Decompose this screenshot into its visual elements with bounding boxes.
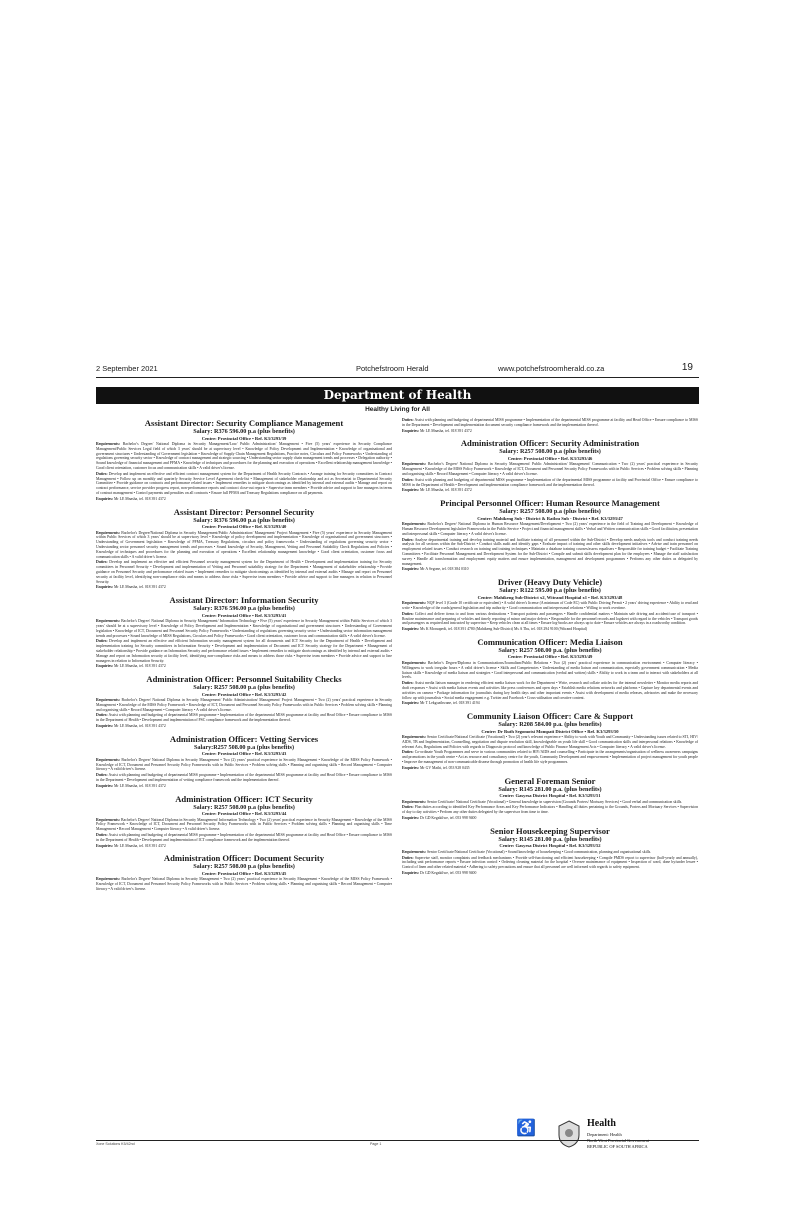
job-advert [96, 794, 392, 849]
department-banner: Department of Health [96, 387, 699, 404]
job-requirements: Requirements: Bachelor's Degree/ National Diploma in Security Management • Two (2) years' practical experience in Security Management • Knowledge of the MISS Policy Framework • Knowledge of ICT, Document and Personnel Security Policy Frameworks with in Public Services • Problem solving skills • Planning and organising skills • Record Management • Computer literacy • A valid driver's license. [96, 877, 392, 892]
job-duties: Duties: Collect and deliver items to and from various destinations • Transport patients and passengers • Handle confidential matters • Maintain safe driving and accident/case of transport • Routine maintenance and preparing of vehicles and timely reporting of minor and major defects • Responsible for the personnel records and logsheet with regard to the vehicles • Transport goods and passengers as required and instructed by supervisor • Keep vehicles clean at all times • Ensure log-books are always up to date • Ensure vehicles are always in a roadworthy condition. [402, 611, 698, 626]
job-centre: Centre: Provincial Office • Ref. K3/3293/42 [201, 691, 287, 697]
continued-ad [402, 418, 698, 433]
job-requirements: Requirements: Bachelor's Degree/ National Diploma in Human Resource Management/Development • Two (2) years' experience in the field of Training and Development • Knowledge of Human Resource Development legislative Frameworks in the Public Service • Project and financial management skills • Verbal and Written communication skills • Good facilitation, presentation and interpersonal skills • Computer literacy • A valid driver's license. [402, 522, 699, 536]
job-centre: Centre: Provincial Office • Ref. K3/3293/41 [201, 612, 287, 618]
job-duties: Duties: Assist with planning and budgeting of departmental MISS programme • Implementation of the departmental MISS programme at facility and Head Office • Ensure compliance to MISS in the Department of Health • Development and implementation of PSC compliance framework and the implementation thereof. [96, 713, 392, 723]
job-title: Assistant Director: Personnel Security [173, 506, 315, 517]
job-title: Administration Officer: Security Administration [460, 438, 640, 449]
job-requirements: Requirements: Bachelor's Degree/ National Diploma in Security Management/ Public Administration/ Management/ Communication • Two (2) years' practical experience in Security Management • Knowledge of the MISS Policy Framework • Knowledge of ICT, Document and Personnel Security Policy Frameworks with in Public Services • Problem solving skills • Planning and organising skills • Record Management • Computer literacy • A valid driver's license. [402, 462, 698, 476]
job-centre: Centre: Provincial Office • Ref. K3/3293/40 [201, 524, 287, 530]
job-centre: Centre: Provincial Office • Ref. K3/3293/45 [201, 870, 287, 876]
job-title: Assistant Director: Information Security [169, 595, 319, 606]
job-advert [402, 711, 698, 771]
job-centre: Centre: Dr Ruth Segomotsi Mompati District Office • Ref. K3/3293/50 [481, 728, 619, 734]
job-duties: Duties: Assist with planning and budgeting of departmental MISS programme • Implementation of the departmental MISS programme at facility and Provincial Office • Ensure compliance to MISS in the Department of Health • Development and implementation compliance framework and the implementation thereof. [402, 477, 698, 487]
job-requirements: Requirements: Bachelor's Degree/ National Diploma in Security Management/ Public Administration/ Management/ Project Management • Two (2) years' practical experience in Security Management • Knowledge of the MISS Policy Framework • Knowledge of ICT, Document and Personnel Security Policy Frameworks with in Public Services • Problem solving skills • Planning and organising skills • Record Management • Computer literacy • A valid driver's license. [96, 698, 392, 712]
job-salary: Salary: R145 281.00 p.a. (plus benefits) [498, 785, 602, 793]
job-enquiries: Enquiries: Mr T Lekgoathwane, tel. 018 391 4194 [402, 701, 480, 706]
job-advert [96, 507, 392, 591]
job-centre: Centre: Provincial Office • Ref. K3/3293/39 [201, 435, 287, 441]
job-requirements: Requirements: Senior Certificate/National Certificate (Vocational) • Two (2) year's relevant experience • Ability to work with Youth and Community • Understanding issues related to STI, HIV/ AIDS, TB and Implementation, Counselling, negotiation and dispute resolution skill, knowledgeable on youth life skill • Good communication skills and interpersonal relations • Knowledge of relevant Acts, Regulations and Policies with regards to Diagnostic protocol and knowledge of Public Finance Management Acts • Computer literacy • A valid driver's license. [402, 735, 699, 749]
job-requirements: Requirements: Bachelor's Degree/Diploma in Communications/Journalism/Public Relations • Two (2) years' practical experience in communication environment • Computer literacy • Willingness to work irregular hours • A valid driver's license • Skills and Competencies • Understanding of media liaison and communication, especially government communication • Media liaison skills • Knowledge of media liaison and strategies • Good interpersonal and communication (verbal and written) skills • Ability to work in a team and to interact with stakeholders at all levels. [402, 660, 698, 680]
job-title: Principal Personnel Officer: Human Resource Management [440, 498, 660, 509]
footer-rule [96, 1140, 699, 1141]
page-number: 19 [681, 362, 693, 373]
job-advert [96, 674, 392, 729]
job-advert [402, 776, 698, 821]
job-salary: Salary: R376 596.00 p.a (plus benefits) [193, 605, 295, 613]
coat-of-arms-icon [555, 1119, 583, 1149]
job-advert [96, 734, 392, 789]
job-duties: Duties: Develop and implement an effective and efficient contract management system for the Department of Health Security Contracts • Arrange training for Security committees in Contract Management • Follow up on monthly and quarterly Security Service Level Agreement check-list • Management of stakeholder relationship and act as Secretariat to Departmental Security Committee • Provide guidance on contracts and performance related issues • Implement remedies to mitigate shortcomings as identified by internal and external audits • Manage and report on contract performance, service provider progress report, non-performance reports and contract close-out reports • Supervise team members • Provide advice and support to line managers in terms of contract management • Control payments and penalties on all contracts • Ensure full PFMA and Treasury Regulations compliance on all payments. [96, 471, 392, 495]
job-centre: Centre: Mahikeng Sub - District & Ratlou Sub - District • Ref. K3/3293/47 [477, 515, 623, 521]
job-centre: Centre: Provincial Office • Ref. K3/3293/43 [201, 751, 287, 757]
job-advert [96, 853, 392, 891]
job-salary: Salary: R257 508.00 p.a (plus benefits) [193, 684, 295, 692]
footer-left: Xone Solutions K5/42nd [96, 1142, 135, 1146]
continued-enquiries: Enquiries: Mr LE Mnasha, tel. 018 391 4372 [402, 428, 472, 433]
logo-line-3: REPUBLIC OF SOUTH AFRICA [587, 1144, 648, 1149]
job-advert [96, 595, 392, 669]
job-title: Senior Housekeeping Supervisor [490, 825, 610, 836]
job-enquiries: Enquiries: Mr LE Mnasha, tel. 018 391 4372 [96, 783, 166, 788]
job-requirements: Requirements: Bachelor's Degree/ National Diploma in Security Management/ Information Technology • Two (2) years' practical experience in Security Management • Knowledge of the MISS Policy Framework • Knowledge of ICT, Document and Personnel Security Policy Frameworks with in Public Services • Problem solving skills • Planning and organising skills • Time Management • Record Management • Computer literacy • A valid driver's license. [96, 817, 392, 832]
job-enquiries: Enquiries: Mr LE Mnasha, tel. 018 391 4372 [96, 724, 166, 729]
job-requirements: Requirements: Bachelor's Degree/ National Diploma in Security Management/ Information Technology • Five (5) years' experience in Security Management within Public Services of which 3 years' should be at a supervisory level • Knowledge of Policy Development and Implementation • Knowledge of organisational and government structures • Understanding of Government legislation • Knowledge of ICT, Document and Personnel Security Policy Frameworks • Understanding of regulations governing security sector • Understanding sector information management trends and processes • Sound knowledge of MISS Regulations, Circulars and Policy Frameworks • Good client orientation, customer focus and communication skills • A valid driver's license. [96, 619, 392, 638]
job-centre: Centre: Provincial Office • Ref. K3/3293/49 [507, 654, 593, 660]
job-duties: Duties: Co-ordinate Youth Programmes and serve in various communities related to HIV/AIDS and counselling • Participate in the arrangements/organisation of wellness awareness campaigns and promotions in the youth centre • Act as resource and consultancy centre for the youth, Community Development and empowerment • Implementation of project management for youth people • Improve the management of non-communicable disease through promotion of health life style programmes. [402, 750, 699, 765]
footer-center: Page 1 [370, 1142, 382, 1146]
job-centre: Centre: Mahikeng Sub-District x2, Witrand Hospital x1 • Ref. K3/3293/48 [477, 594, 623, 600]
job-duties: Duties: Plan duties according to identified Key Performance Areas and Key Performance Indicators • Handling all duties pertaining to the Grounds, Porters and Mortuary Services • Supervision of day to day activities • Perform any other duties delegated by the supervisor from time to time. [402, 805, 698, 815]
job-advert [402, 577, 698, 632]
job-duties: Duties: Assist with planning and budgeting of departmental MISS programme • Implementation of the departmental MISS programme at facility and Head Office • Ensure compliance to MISS in the Department • Development and implementation of vetting compliance framework and the implementation thereof. [96, 773, 392, 783]
job-centre: Centre: Gasyesa District Hospital • Ref. K3/3293/52 [499, 843, 601, 849]
job-centre: Centre: Provincial Office • Ref. K3/3293/46 [507, 455, 593, 461]
job-duties: Duties: Analyse departmental training and develop training material and facilitate training of all personnel within the Sub-District • Develop needs analysis tools and conduct training needs analysis for all sections within the Sub-District • Conduct skills audit and identify gaps • Evaluate impact of training and other skills development initiatives • Advise and train personnel on employment related issues • Conduct research on training and training techniques • Maintain a database training courses/assess equalisers • Responsible for training budget • Facilitate Training Committees • Facilitate Personnel Management and Development System for the Sub-District • Compile and submit skills development plan for the employees • Manage the staff satisfaction survey • Handle all transformation and employment equity matters and ensure implementation, management and development programmes • Performs any other duties as delegated by management. [402, 537, 698, 566]
job-requirements: Requirements: Bachelor's Degree/ National Diploma in Security Management/Law/ Public Administration/ Management • Five (5) years' experience in Security Compliance Management/Public Services Legal field of which 3 years' should be at supervisory level • Knowledge of Policy Development and Implementation • Knowledge of organisational and government structures • Understanding of Government legislation • Knowledge of Supply Chain Management Regulations, Practice notes, Circulars and Policy Frameworks • Understanding of regulations governing security sector • Knowledge of contract management and strategic sourcing • Understanding sector supply chain management trends and processes • Delegation authority • Sound knowledge of financial management and PFMA • Knowledge of techniques and procedures for the planning and execution of operations • Excellent relationship management knowledge • Good client orientation, customer focus and communication skills • A valid driver's license. [96, 442, 392, 470]
job-title: Driver (Heavy Duty Vehicle) [497, 577, 603, 588]
job-requirements: Requirements: Bachelor's Degree/National Diploma in Security Management/Public Administration/ Management/ Project Management • Five (5) years' experience in Security Management within Public Services of which 3 years' should be at supervisory level • Knowledge of policy development and implementation • Knowledge of organisational and government structures • Understanding of Government legislation • Knowledge of PFMA, Treasury Regulations, circulars and policy frameworks • Understanding of regulations governing security sector • Understanding sector personnel security management trends and processes • Sound knowledge of Security, Management, Vetting and Personnel Suitability Check Regulations and Policies • Knowledge of techniques and procedures for the planning and execution of operations • Excellent relationship management knowledge • Good client orientation, customer focus and communication skills • A valid driver's license. [96, 530, 393, 559]
job-enquiries: Enquiries: Mr LE Mnasha, tel. 018 391 4372 [96, 585, 166, 590]
job-salary: Salary: R376 596.00 p.a (plus benefits) [193, 428, 295, 435]
job-advert [402, 826, 698, 876]
job-duties: Duties: Develop and implement an effective and efficient Personnel security management system for the Department of Health • Development and implementation training for Security committees in Personnel Security • Development and implementation of Vetting and Personnel suitability strategy for the Department • Management of stakeholder relationship • Provide guidance on Personnel Security and performance related issues • Implement remedies to mitigate shortcomings as identified by internal and external audits • Manage and report on Personnel security at facility level, identifying non-compliance risks and means to address those risks • Supervise team members • Provide advice and support to line managers in relation to Personnel Security. [96, 560, 392, 584]
continued-duties: Duties: Assist with planning and budgeting of departmental MISS programme • Implementation of the departmental MISS programme at facility and Head Office • Ensure compliance to MISS in the Department • Development and implementation document security compliance framework and the implementation thereof. [402, 418, 698, 427]
job-duties: Duties: Assist with planning and budgeting of departmental MISS programme • Implementation of the departmental MISS programme at facility and Head Office • Ensure compliance to MISS in the Department of Health • Development and implementation of ICT compliance framework and the implementation thereof. [96, 833, 392, 842]
right-column [402, 418, 698, 881]
job-salary: Salary: R145 281.00 p.a. (plus benefits) [498, 835, 602, 843]
left-column [96, 418, 392, 897]
job-salary: Salary: R376 596.00 p.a (plus benefits) [193, 516, 295, 524]
job-centre: Centre: Gasyesa District Hospital • Ref. K3/3293/51 [499, 793, 601, 799]
job-duties: Duties: Supervise staff, monitor complaints and feedback mechanisms • Provide self-functioning and efficient housekeeping • Compile PMDS report to supervisor (half-yearly and annually), including unit performance reports • Ensure infection control • Ordering cleaning material for the hospital • Oversee maintenance of equipment • Inspection of ward, done by/under lessee • Control of linen and other related material • Adhering to safety precautions and ensure that all personnel are well informed with regards to safety equipment. [402, 855, 699, 870]
job-enquiries: Enquiries: Mr A Segone, tel. 018 384 0310 [402, 567, 469, 572]
job-enquiries: Enquiries: Ms K Moruapedi, tel. 018 391 4780 (Mahikeng Sub-District) Ms A Thu, tel. 018 294 9100 (Witrand Hospital) [402, 627, 588, 632]
newspaper-name: Potchefstroom Herald [356, 364, 429, 373]
job-centre: Centre: Provincial Office • Ref. K3/3293/44 [201, 811, 287, 817]
job-duties: Duties: Develop and implement an effective and efficient Information security management system for all documents and ICT Security for the Department of Health • Development and implementation training for Security committees in Information Security • Development and implementation of Document and ICT Security strategy for the Department • Management of stakeholder relationship • Provide guidance on Information Security and performance related issues • Implement remedies to mitigate shortcomings as identified by internal and external audits • Manage and report on Information security at facility level, identifying non-compliance risks and means to address those risks • Supervise team members • Provide advice and support to line managers in relation to Information Security. [96, 639, 392, 663]
job-requirements: Requirements: Senior Certificate/National Certificate (Vocational) • Sound knowledge of housekeeping • Good communication, planning and organisational skills. [402, 849, 652, 854]
job-salary: Salary: R257 508.00 p.a. (plus benefits) [498, 646, 602, 654]
website-link[interactable]: www.potchefstroomherald.co.za [498, 364, 605, 373]
job-enquiries: Enquiries: Mr LE Mnasha, tel. 018 391 4372 [96, 843, 166, 848]
job-title: Administration Officer: ICT Security [175, 793, 313, 804]
job-title: General Foreman Senior [504, 775, 596, 786]
job-title: Administration Officer: Personnel Suitability Checks [146, 674, 342, 685]
job-title: Administration Officer: Document Security [163, 853, 325, 864]
job-salary: Salary: R257 508.00 p.a (plus benefits) [193, 803, 295, 811]
job-enquiries: Enquiries: Mr LE Mnasha, tel. 018 391 4372 [96, 496, 166, 501]
job-enquiries: Enquiries: Mr GV Mathi, tel. 053 928 0435 [402, 765, 470, 770]
job-advert [96, 418, 392, 502]
job-enquiries: Enquiries: Mr LE Mnasha, tel. 018 391 4372 [402, 488, 472, 493]
job-duties: Duties: Assist media liaison manager in rendering efficient media liaison work for the Department • Write, research and collate articles for the internal newsletter • Monitor media reports and draft responses • Assist with media liaison events and activities like press conferences and open days • Establish media relations networks and platforms • Capture key departmental events and activities on camera • Package information for journalists during key health days and other important events • Assist with development of media releases, advisories and make the necessary follow up with journalists • Social media engagement e.g. Twitter and Facebook • Cross-utilisation and creative content. [402, 681, 698, 700]
job-salary: Salary: R208 584.00 p.a. (plus benefits) [498, 721, 602, 729]
job-title: Assistant Director: Security Compliance Management [144, 418, 344, 428]
page-header [96, 363, 699, 375]
header-rule [96, 377, 699, 378]
job-advert [402, 498, 698, 572]
job-salary: Salary: R257 508.00 p.a (plus benefits) [499, 508, 601, 516]
job-enquiries: Enquiries: Mr LE Mnasha, tel. 018 391 4372 [96, 664, 166, 669]
job-title: Administration Officer: Vetting Services [169, 733, 319, 744]
job-requirements: Requirements: Bachelor's Degree/ National Diploma in Security Management • Two (2) years' practical experience in Security Management • Knowledge of the MISS Policy Framework • Knowledge of ICT, Document and Personnel Security Policy Frameworks with in Public Services • Problem solving skills • Planning and organising skills • Record Management • Computer literacy • A valid driver's license. [96, 757, 392, 772]
job-advert [402, 438, 698, 493]
job-requirements: Requirements: NQF level 3 (Grade 10 certificate or equivalent) • A valid driver's license (A minimum of Code EC) with Public Driving Permit • 2 years' driving experience • Ability to read and write • Knowledge of the roads/general legislation and trip authority • Good communication and interpersonal relations • Willing to work overtime. [402, 601, 698, 610]
job-salary: Salary: R257 508.00 p.a (plus benefits) [193, 863, 295, 871]
job-salary: Salary:R257 508.00 p.a (plus benefits) [193, 743, 295, 751]
job-salary: Salary: R122 595.00 p.a (plus benefits) [499, 587, 601, 595]
job-title: Community Liaison Officer: Care & Support [466, 711, 634, 722]
logo-line-1: Department: Health [587, 1132, 622, 1137]
job-advert [402, 637, 698, 706]
right-ads [402, 438, 698, 875]
job-salary: Salary: R257 508.00 p.a (plus benefits) [499, 448, 601, 456]
job-enquiries: Enquiries: Dr GD Kegakilwe, tel. 053 998 9400 [402, 816, 477, 821]
logo-name: Health [587, 1118, 616, 1129]
job-requirements: Requirements: Senior Certificate/ National Certificate (Vocational) • General knowledge in supervision (Grounds Porters/ Mortuary Services) • Good verbal and communication skills. [402, 799, 683, 804]
job-title: Communication Officer: Media Liaison [477, 636, 623, 647]
department-tagline: Healthy Living for All [365, 406, 430, 413]
department-logo [555, 1118, 697, 1156]
job-enquiries: Enquiries: Dr GD Kegakilwe, tel. 053 998 9400 [402, 871, 477, 876]
wheelchair-icon: ♿ [516, 1120, 536, 1137]
issue-date: 2 September 2021 [96, 364, 158, 373]
